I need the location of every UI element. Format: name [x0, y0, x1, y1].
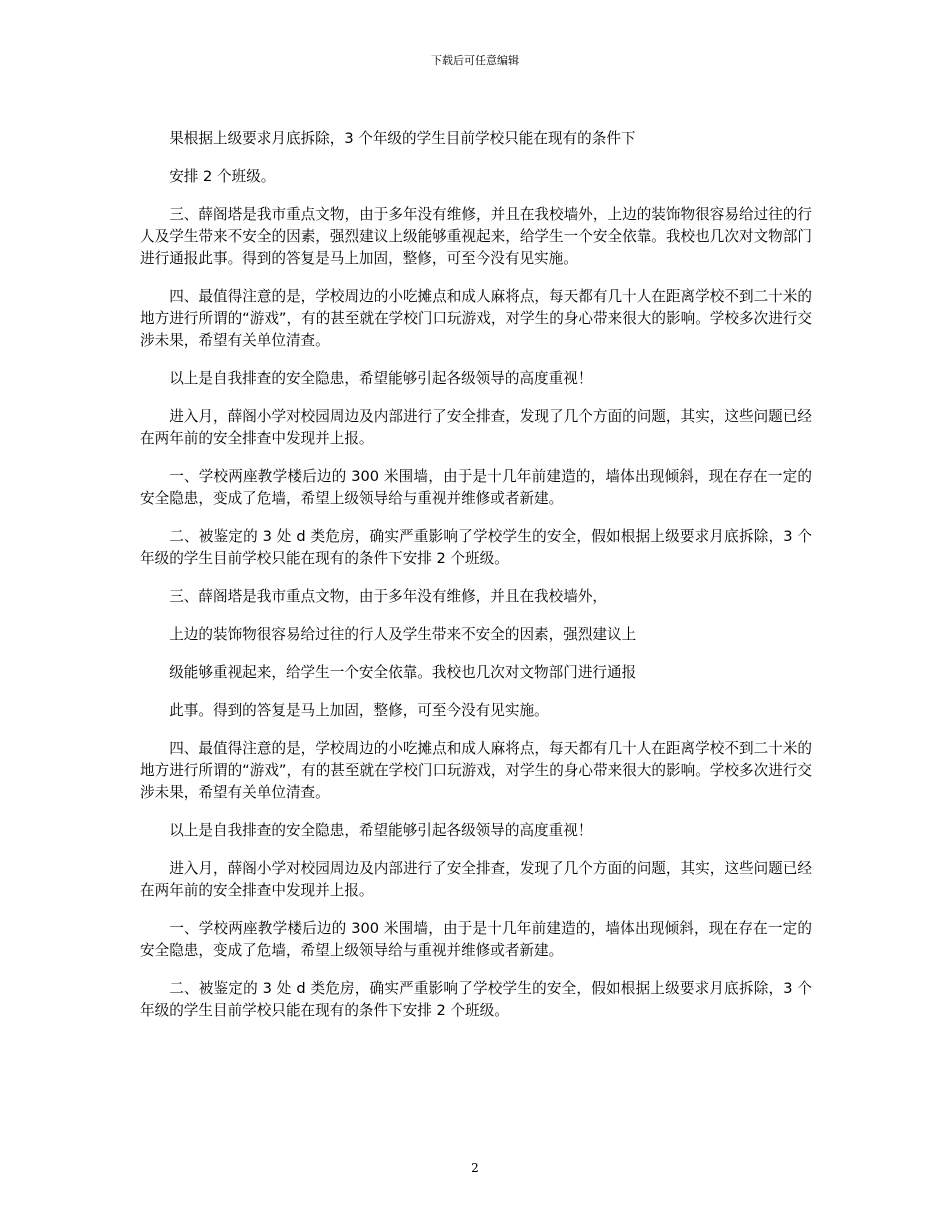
paragraph: 二、被鉴定的 3 处 d 类危房，确实严重影响了学校学生的安全，假如根据上级要求月底拆除，3 个年级的学生目前学校只能在现有的条件下安排 2 个班级。 — [140, 980, 812, 1019]
paragraph: 四、最值得注意的是，学校周边的小吃摊点和成人麻将点，每天都有几十人在距离学校不到二十米的地方进行所谓的“游戏”，有的甚至就在学校门口玩游戏，对学生的身心带来很大的影响。学校多次进行交涉未果，希望有关单位清查。 — [140, 740, 812, 801]
paragraph: 一、学校两座教学楼后边的 300 米围墙，由于是十几年前建造的，墙体出现倾斜，现在存在一定的安全隐患，变成了危墙，希望上级领导给与重视并维修或者新建。 — [140, 468, 812, 507]
paragraph: 此事。得到的答复是马上加固，整修，可至今没有见实施。 — [169, 702, 549, 719]
paragraph: 进入月，薛阁小学对校园周边及内部进行了安全排查，发现了几个方面的问题，其实，这些问题已经在两年前的安全排查中发现并上报。 — [140, 860, 812, 899]
paragraph: 三、薛阁塔是我市重点文物，由于多年没有维修，并且在我校墙外，上边的装饰物很容易给过往的行人及学生带来不安全的因素，强烈建议上级能够重视起来，给学生一个安全依靠。我校也几次对文物部门进行通报此事。得到的答复是马上加固，整修，可至今没有见实施。 — [140, 206, 812, 267]
paragraph: 上边的装饰物很容易给过往的行人及学生带来不安全的因素，强烈建议上 — [169, 626, 637, 643]
paragraph: 级能够重视起来，给学生一个安全依靠。我校也几次对文物部门进行通报 — [169, 664, 637, 681]
paragraph: 二、被鉴定的 3 处 d 类危房，确实严重影响了学校学生的安全，假如根据上级要求月底拆除，3 个年级的学生目前学校只能在现有的条件下安排 2 个班级。 — [140, 528, 812, 567]
paragraph: 果根据上级要求月底拆除，3 个年级的学生目前学校只能在现有的条件下 — [169, 130, 636, 147]
document-body — [140, 128, 812, 1022]
paragraph: 三、薛阁塔是我市重点文物，由于多年没有维修，并且在我校墙外， — [169, 588, 608, 605]
paragraph: 以上是自我排查的安全隐患，希望能够引起各级领导的高度重视！ — [169, 370, 593, 387]
page-number: 2 — [471, 1161, 479, 1175]
header-note: 下载后可任意编辑 — [431, 54, 519, 67]
paragraph: 一、学校两座教学楼后边的 300 米围墙，由于是十几年前建造的，墙体出现倾斜，现在存在一定的安全隐患，变成了危墙，希望上级领导给与重视并维修或者新建。 — [140, 920, 812, 959]
paragraph: 四、最值得注意的是，学校周边的小吃摊点和成人麻将点，每天都有几十人在距离学校不到二十米的地方进行所谓的“游戏”，有的甚至就在学校门口玩游戏，对学生的身心带来很大的影响。学校多次进行交涉未果，希望有关单位清查。 — [140, 288, 812, 349]
paragraph: 以上是自我排查的安全隐患，希望能够引起各级领导的高度重视！ — [169, 822, 593, 839]
paragraph: 安排 2 个班级。 — [169, 168, 276, 185]
paragraph: 进入月，薛阁小学对校园周边及内部进行了安全排查，发现了几个方面的问题，其实，这些问题已经在两年前的安全排查中发现并上报。 — [140, 408, 812, 447]
